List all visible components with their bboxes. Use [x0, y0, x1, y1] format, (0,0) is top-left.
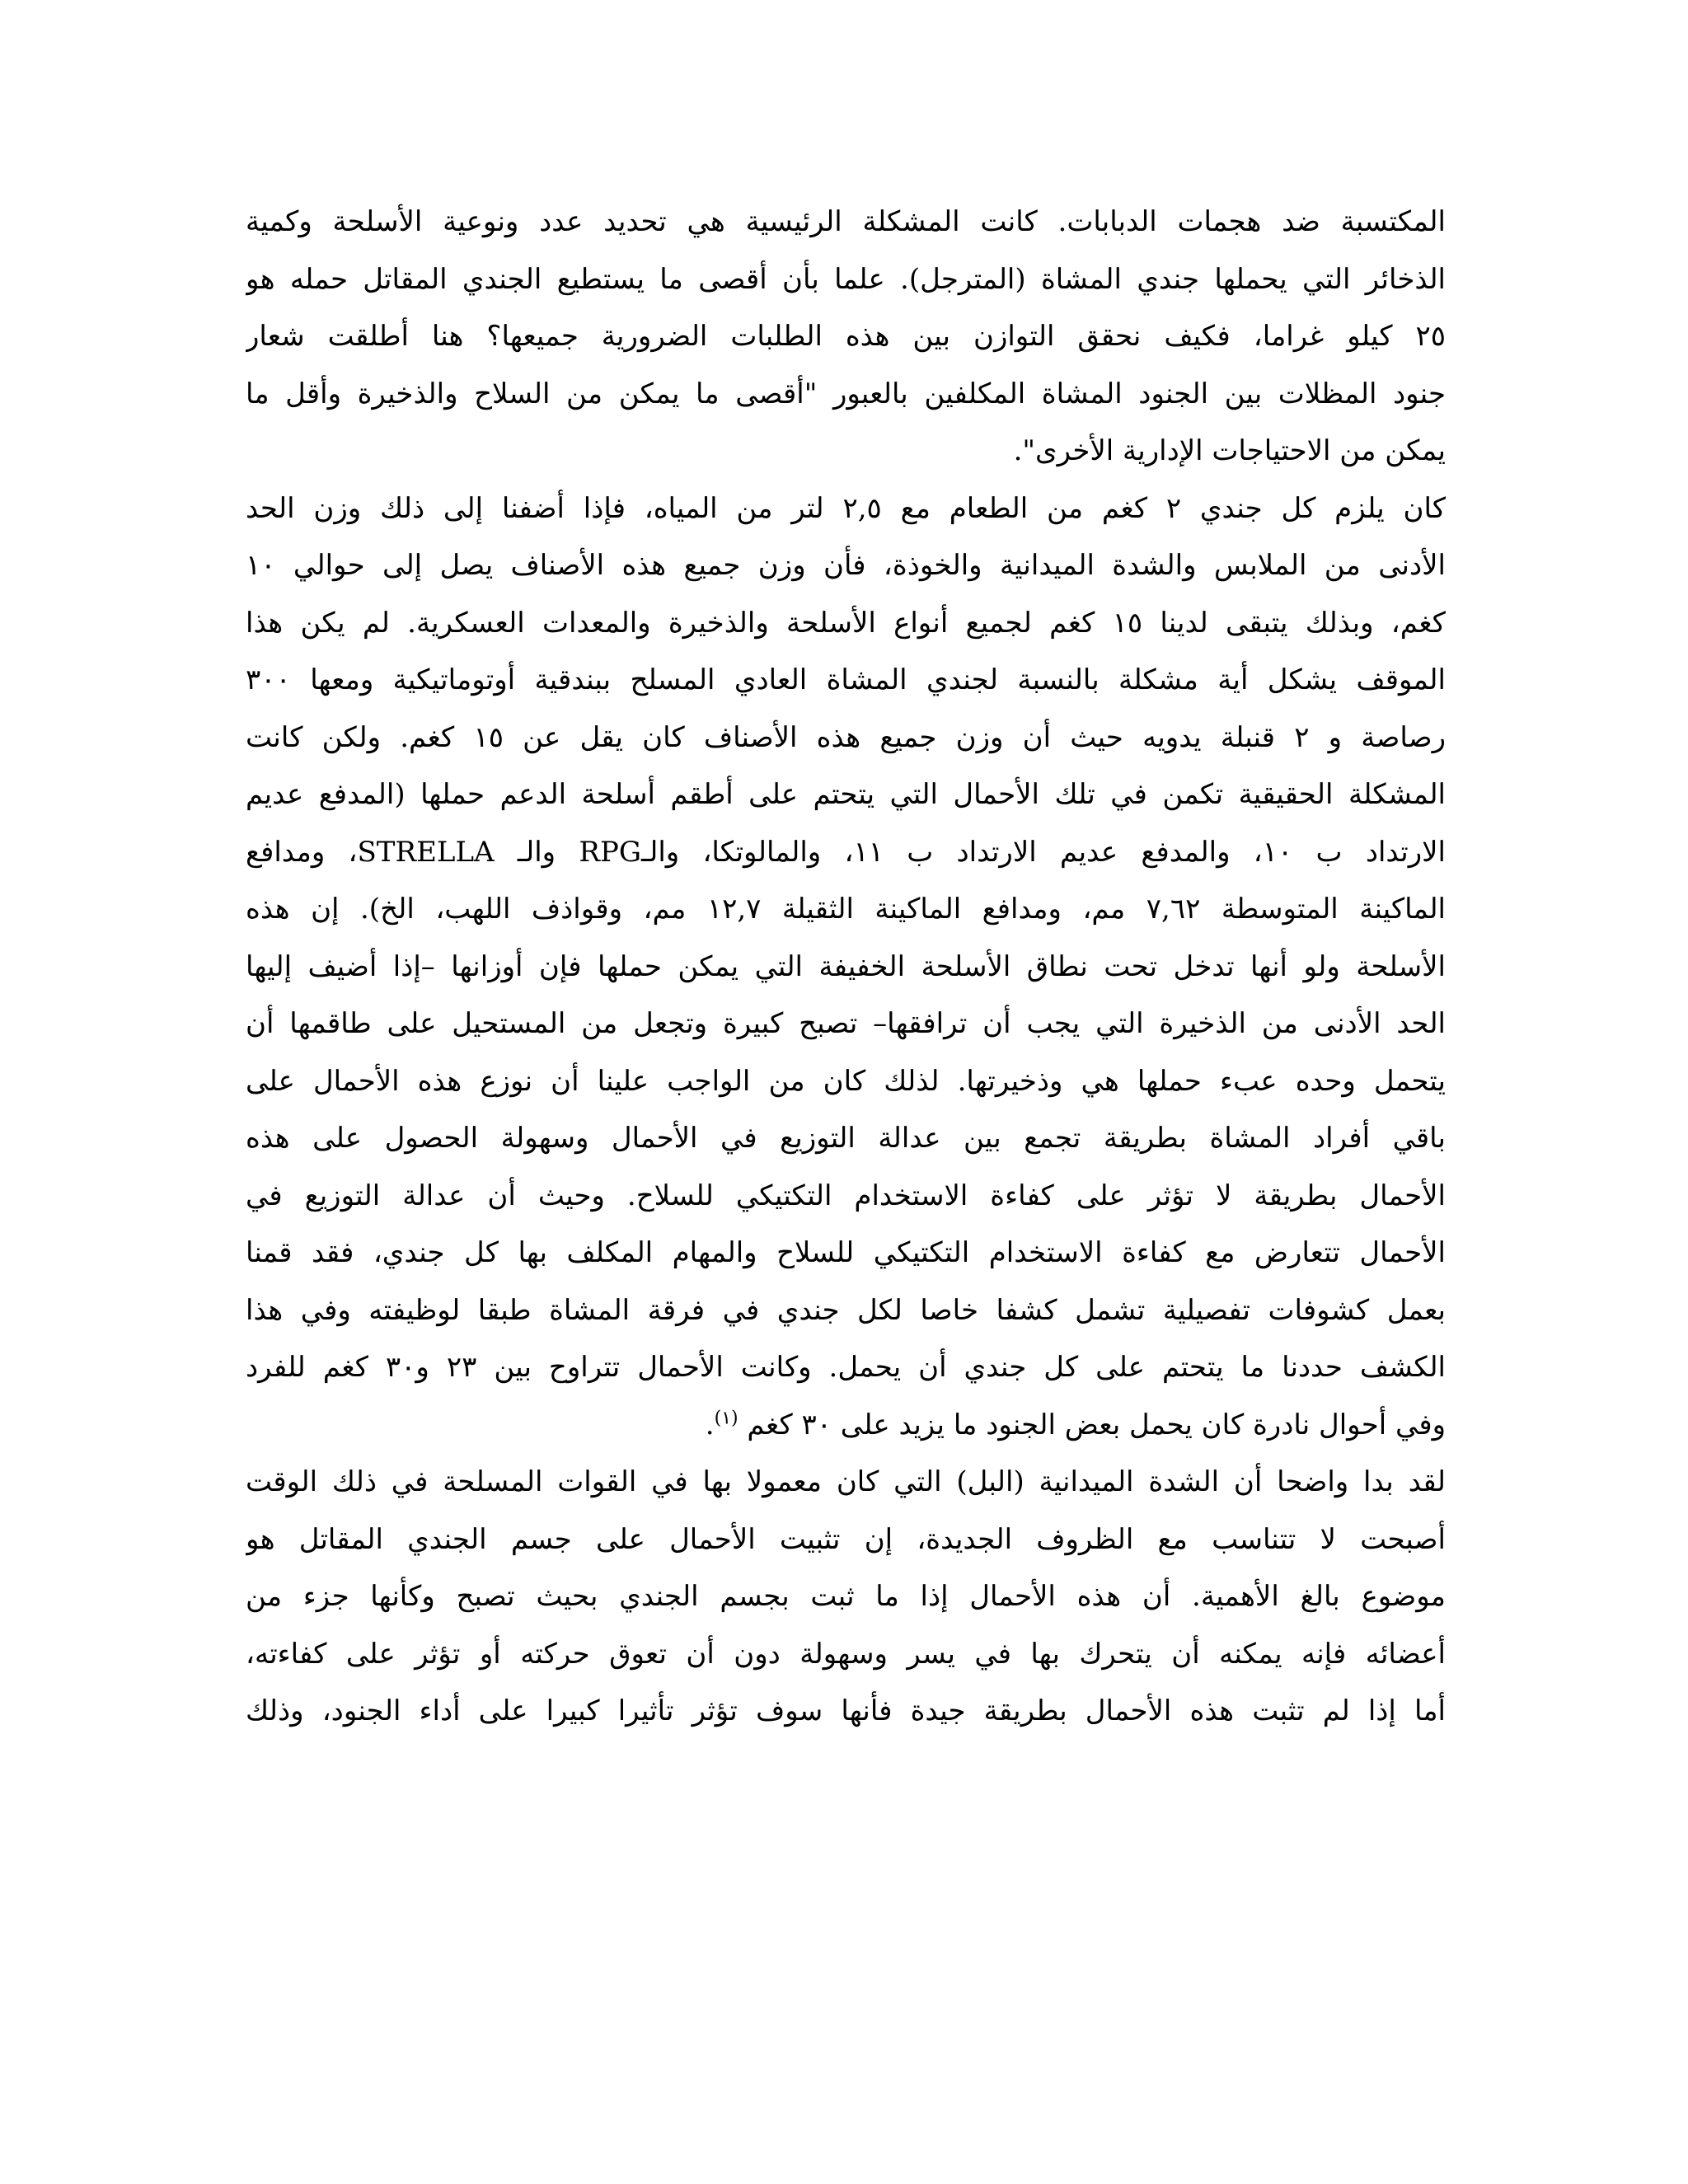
footnote-marker: (١): [714, 1408, 738, 1429]
body-text: [246, 194, 1446, 1741]
paragraph-2: [246, 480, 1446, 1455]
text-line: الأحمال تتعارض مع كفاءة الاستخدام التكتيكي للسلاح والمهام المكلف بها كل جندي، فقد قمنا: [246, 1236, 1446, 1269]
text-line: الأدنى من الملابس والشدة الميدانية والخوذة، فأن وزن جميع هذه الأصناف يصل إلى حوالي ١٠: [246, 549, 1446, 582]
text-line: المشكلة الحقيقية تكمن في تلك الأحمال التي يتحتم على أطقم أسلحة الدعم حملها (المدفع عديم: [246, 778, 1446, 811]
text-line: ٢٥ كيلو غراما، فكيف نحقق التوازن بين هذه الطلبات الضرورية جميعها؟ هنا أطلقت شعار: [246, 320, 1446, 353]
text-line-with-footnote: [246, 1397, 1446, 1455]
text-line: أما إذا لم تثبت هذه الأحمال بطريقة جيدة فأنها سوف تؤثر تأثيرا كبيرا على أداء الجنود، وذلك: [246, 1694, 1446, 1727]
paragraph-1: [246, 194, 1446, 480]
text-line: لقد بدا واضحا أن الشدة الميدانية (البل) التي كان معمولا بها في القوات المسلحة في ذلك الوقت: [246, 1465, 1446, 1498]
text-line: موضوع بالغ الأهمية. أن هذه الأحمال إذا ما ثبت بجسم الجندي بحيث تصبح وكأنها جزء من: [246, 1580, 1446, 1613]
text-line: كان يلزم كل جندي ٢ كغم من الطعام مع ٢,٥ لتر من المياه، فإذا أضفنا إلى ذلك وزن الحد: [246, 491, 1446, 525]
text-line: الحد الأدنى من الذخيرة التي يجب أن ترافقها– تصبح كبيرة وتجعل من المستحيل على طاقمها أن: [246, 1007, 1446, 1040]
text-line: أصبحت لا تتناسب مع الظروف الجديدة، إن تثبيت الأحمال على جسم الجندي المقاتل هو: [246, 1522, 1446, 1556]
text-line: الماكينة المتوسطة ٧,٦٢ مم، ومدافع الماكينة الثقيلة ١٢,٧ مم، وقواذف اللهب، الخ). إن هذه: [246, 893, 1446, 926]
sentence-end: .: [705, 1408, 715, 1441]
text-line: بعمل كشوفات تفصيلية تشمل كشفا خاصا لكل جندي في فرقة المشاة طبقا لوظيفته وفي هذا: [246, 1293, 1446, 1327]
text-line: الذخائر التي يحملها جندي المشاة (المترجل). علما بأن أقصى ما يستطيع الجندي المقاتل حمله هو: [246, 262, 1446, 296]
text-line: كغم، وبذلك يتبقى لدينا ١٥ كغم لجميع أنواع الأسلحة والذخيرة والمعدات العسكرية. لم يكن هذا: [246, 606, 1446, 640]
text-line: أعضائه فإنه يمكنه أن يتحرك بها في يسر وسهولة دون أن تعوق حركته أو تؤثر على كفاءته،: [246, 1637, 1446, 1671]
text-line: المكتسبة ضد هجمات الدبابات. كانت المشكلة الرئيسية هي تحديد عدد ونوعية الأسلحة وكمية: [246, 205, 1446, 238]
text-line: الكشف حددنا ما يتحتم على كل جندي أن يحمل. وكانت الأحمال تتراوح بين ٢٣ و٣٠ كغم للفرد: [246, 1351, 1446, 1384]
text-line: رصاصة و ٢ قنبلة يدويه حيث أن وزن جميع هذه الأصناف كان يقل عن ١٥ كغم. ولكن كانت: [246, 720, 1446, 754]
paragraph-3: [246, 1454, 1446, 1741]
text-line: الموقف يشكل أية مشكلة بالنسبة لجندي المشاة العادي المسلح ببندقية أوتوماتيكية ومعها ٣٠٠: [246, 663, 1446, 696]
text-line: وفي أحوال نادرة كان يحمل بعض الجنود ما يزيد على ٣٠ كغم: [747, 1408, 1446, 1441]
text-line: الارتداد ب ١٠، والمدفع عديم الارتداد ب ١١، والمالوتكا، والـRPG والـ STRELLA، ومدافع: [246, 835, 1446, 869]
text-line: جنود المظلات بين الجنود المشاة المكلفين بالعبور "أقصى ما يمكن من السلاح والذخيرة وأقل ما: [246, 377, 1446, 410]
text-line: الأسلحة ولو أنها تدخل تحت نطاق الأسلحة الخفيفة التي يمكن حملها فإن أوزانها –إذا أضيف إليها: [246, 949, 1446, 983]
text-line: الأحمال بطريقة لا تؤثر على كفاءة الاستخدام التكتيكي للسلاح. وحيث أن عدالة التوزيع في: [246, 1179, 1446, 1212]
text-line: يتحمل وحده عبء حملها هي وذخيرتها. لذلك كان من الواجب علينا أن نوزع هذه الأحمال على: [246, 1064, 1446, 1098]
text-line: يمكن من الاحتياجات الإدارية الأخرى".: [1013, 434, 1446, 467]
text-line: باقي أفراد المشاة بطريقة تجمع بين عدالة التوزيع في الأحمال وسهولة الحصول على هذه: [246, 1122, 1446, 1155]
